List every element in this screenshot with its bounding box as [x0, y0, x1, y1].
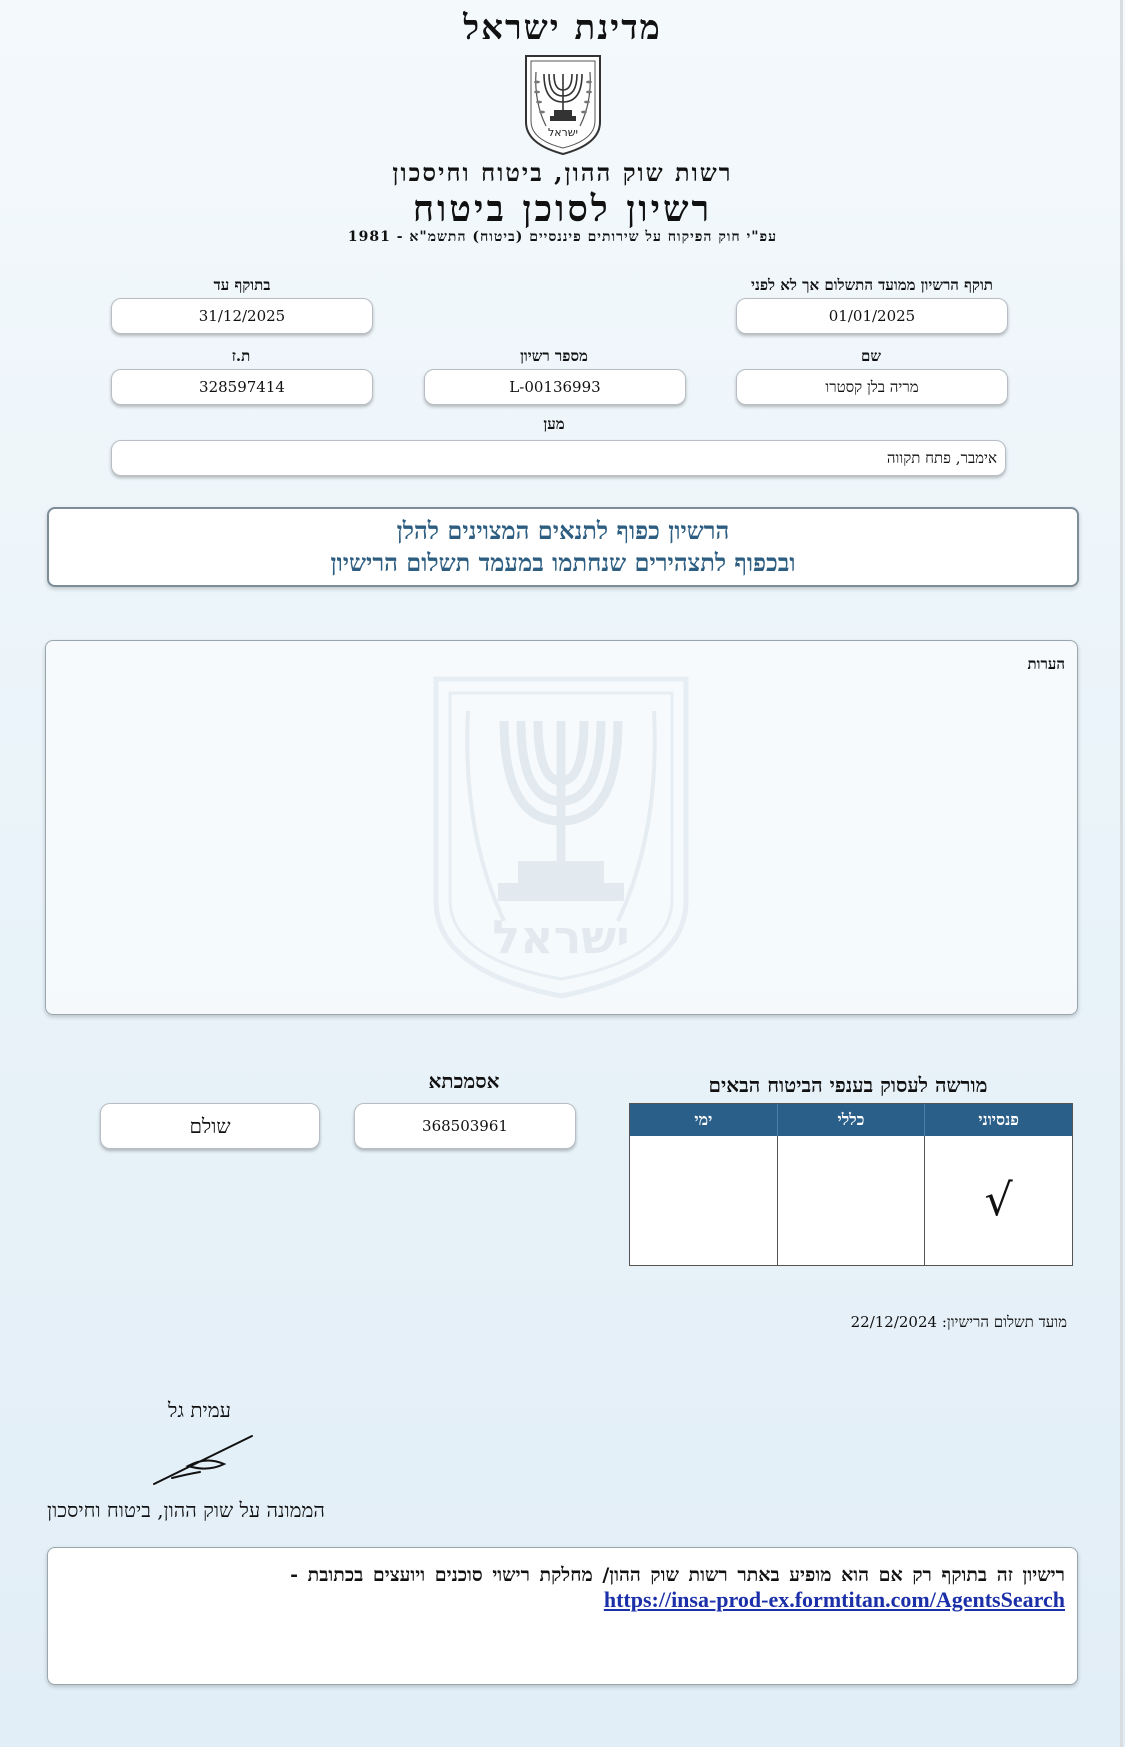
notes-box [45, 640, 1078, 1015]
branches-header-row [630, 1104, 1072, 1136]
svg-text:ישראל: ישראל [547, 126, 579, 139]
branches-table [629, 1103, 1073, 1266]
branch-pension-cell: √ [924, 1136, 1072, 1265]
valid-from-label: תוקף הרשיון ממועד התשלום אך לא לפני [751, 276, 993, 294]
address-field: אימבר, פתח תקווה [111, 440, 1006, 476]
branch-marine-cell [630, 1136, 777, 1265]
law-reference: עפ"י חוק הפיקוח על שירותים פיננסיים (ביטוח) התשמ"א - 1981 [347, 229, 778, 245]
name-label: שם [861, 347, 881, 365]
document-title: רשיון לסוכן ביטוח [412, 188, 713, 230]
branch-marine-header: ימי [694, 1110, 713, 1129]
valid-until-label: בתוקף עד [213, 276, 271, 294]
id-field: 328597414 [111, 369, 373, 405]
signer-title: הממונה על שוק ההון, ביטוח וחיסכון [47, 1498, 325, 1522]
valid-until-field: 31/12/2025 [111, 298, 373, 334]
license-number-label: מספר רשיון [520, 347, 588, 365]
signature-icon [148, 1430, 258, 1488]
payment-status-field: שולם [100, 1103, 320, 1149]
page-edge-rule [1120, 0, 1123, 1747]
notes-label: הערות [1027, 655, 1065, 673]
conditions-box [47, 507, 1079, 587]
agents-search-link[interactable]: https://insa-prod-ex.formtitan.com/AgentsSearch [603, 1587, 1065, 1612]
branches-title: מורשה לעסוק בענפי הביטוח הבאים [708, 1073, 988, 1097]
menorah-watermark-icon [426, 671, 696, 1001]
payment-date: מועד תשלום הרישיון: 22/12/2024 [850, 1313, 1067, 1331]
valid-from-field: 01/01/2025 [736, 298, 1008, 334]
conditions-line-2: ובכפוף לתצהירים שנחתמו במעמד תשלום הרישיון [330, 548, 796, 577]
branch-general-cell [777, 1136, 925, 1265]
svg-text:ישראל: ישראל [492, 910, 630, 964]
validity-notice-text: רישיון זה בתוקף רק אם הוא מופיע באתר רשות שוק ההון/ מחלקת רישוי סוכנים ויועצים בכתובת - [290, 1564, 1065, 1586]
validity-notice-box [47, 1547, 1078, 1685]
signer-name: עמית גל [168, 1398, 231, 1422]
branch-general-header: כללי [777, 1104, 925, 1136]
branches-body-row [630, 1136, 1072, 1265]
name-field: מריה בלן קסטרו [736, 369, 1008, 405]
license-number-field: L-00136993 [424, 369, 686, 405]
state-name: מדינת ישראל [463, 8, 662, 48]
id-label: ת.ז [231, 347, 251, 365]
branch-pension-header: פנסיוני [924, 1104, 1072, 1136]
address-label: מען [543, 415, 565, 433]
reference-field: 368503961 [354, 1103, 576, 1149]
conditions-line-1: הרשיון כפוף לתנאים המצוינים להלן [396, 516, 730, 545]
reference-label: אסמכתא [428, 1069, 500, 1093]
menorah-emblem-icon [520, 52, 606, 156]
authority-name: רשות שוק ההון, ביטוח וחיסכון [392, 158, 733, 187]
